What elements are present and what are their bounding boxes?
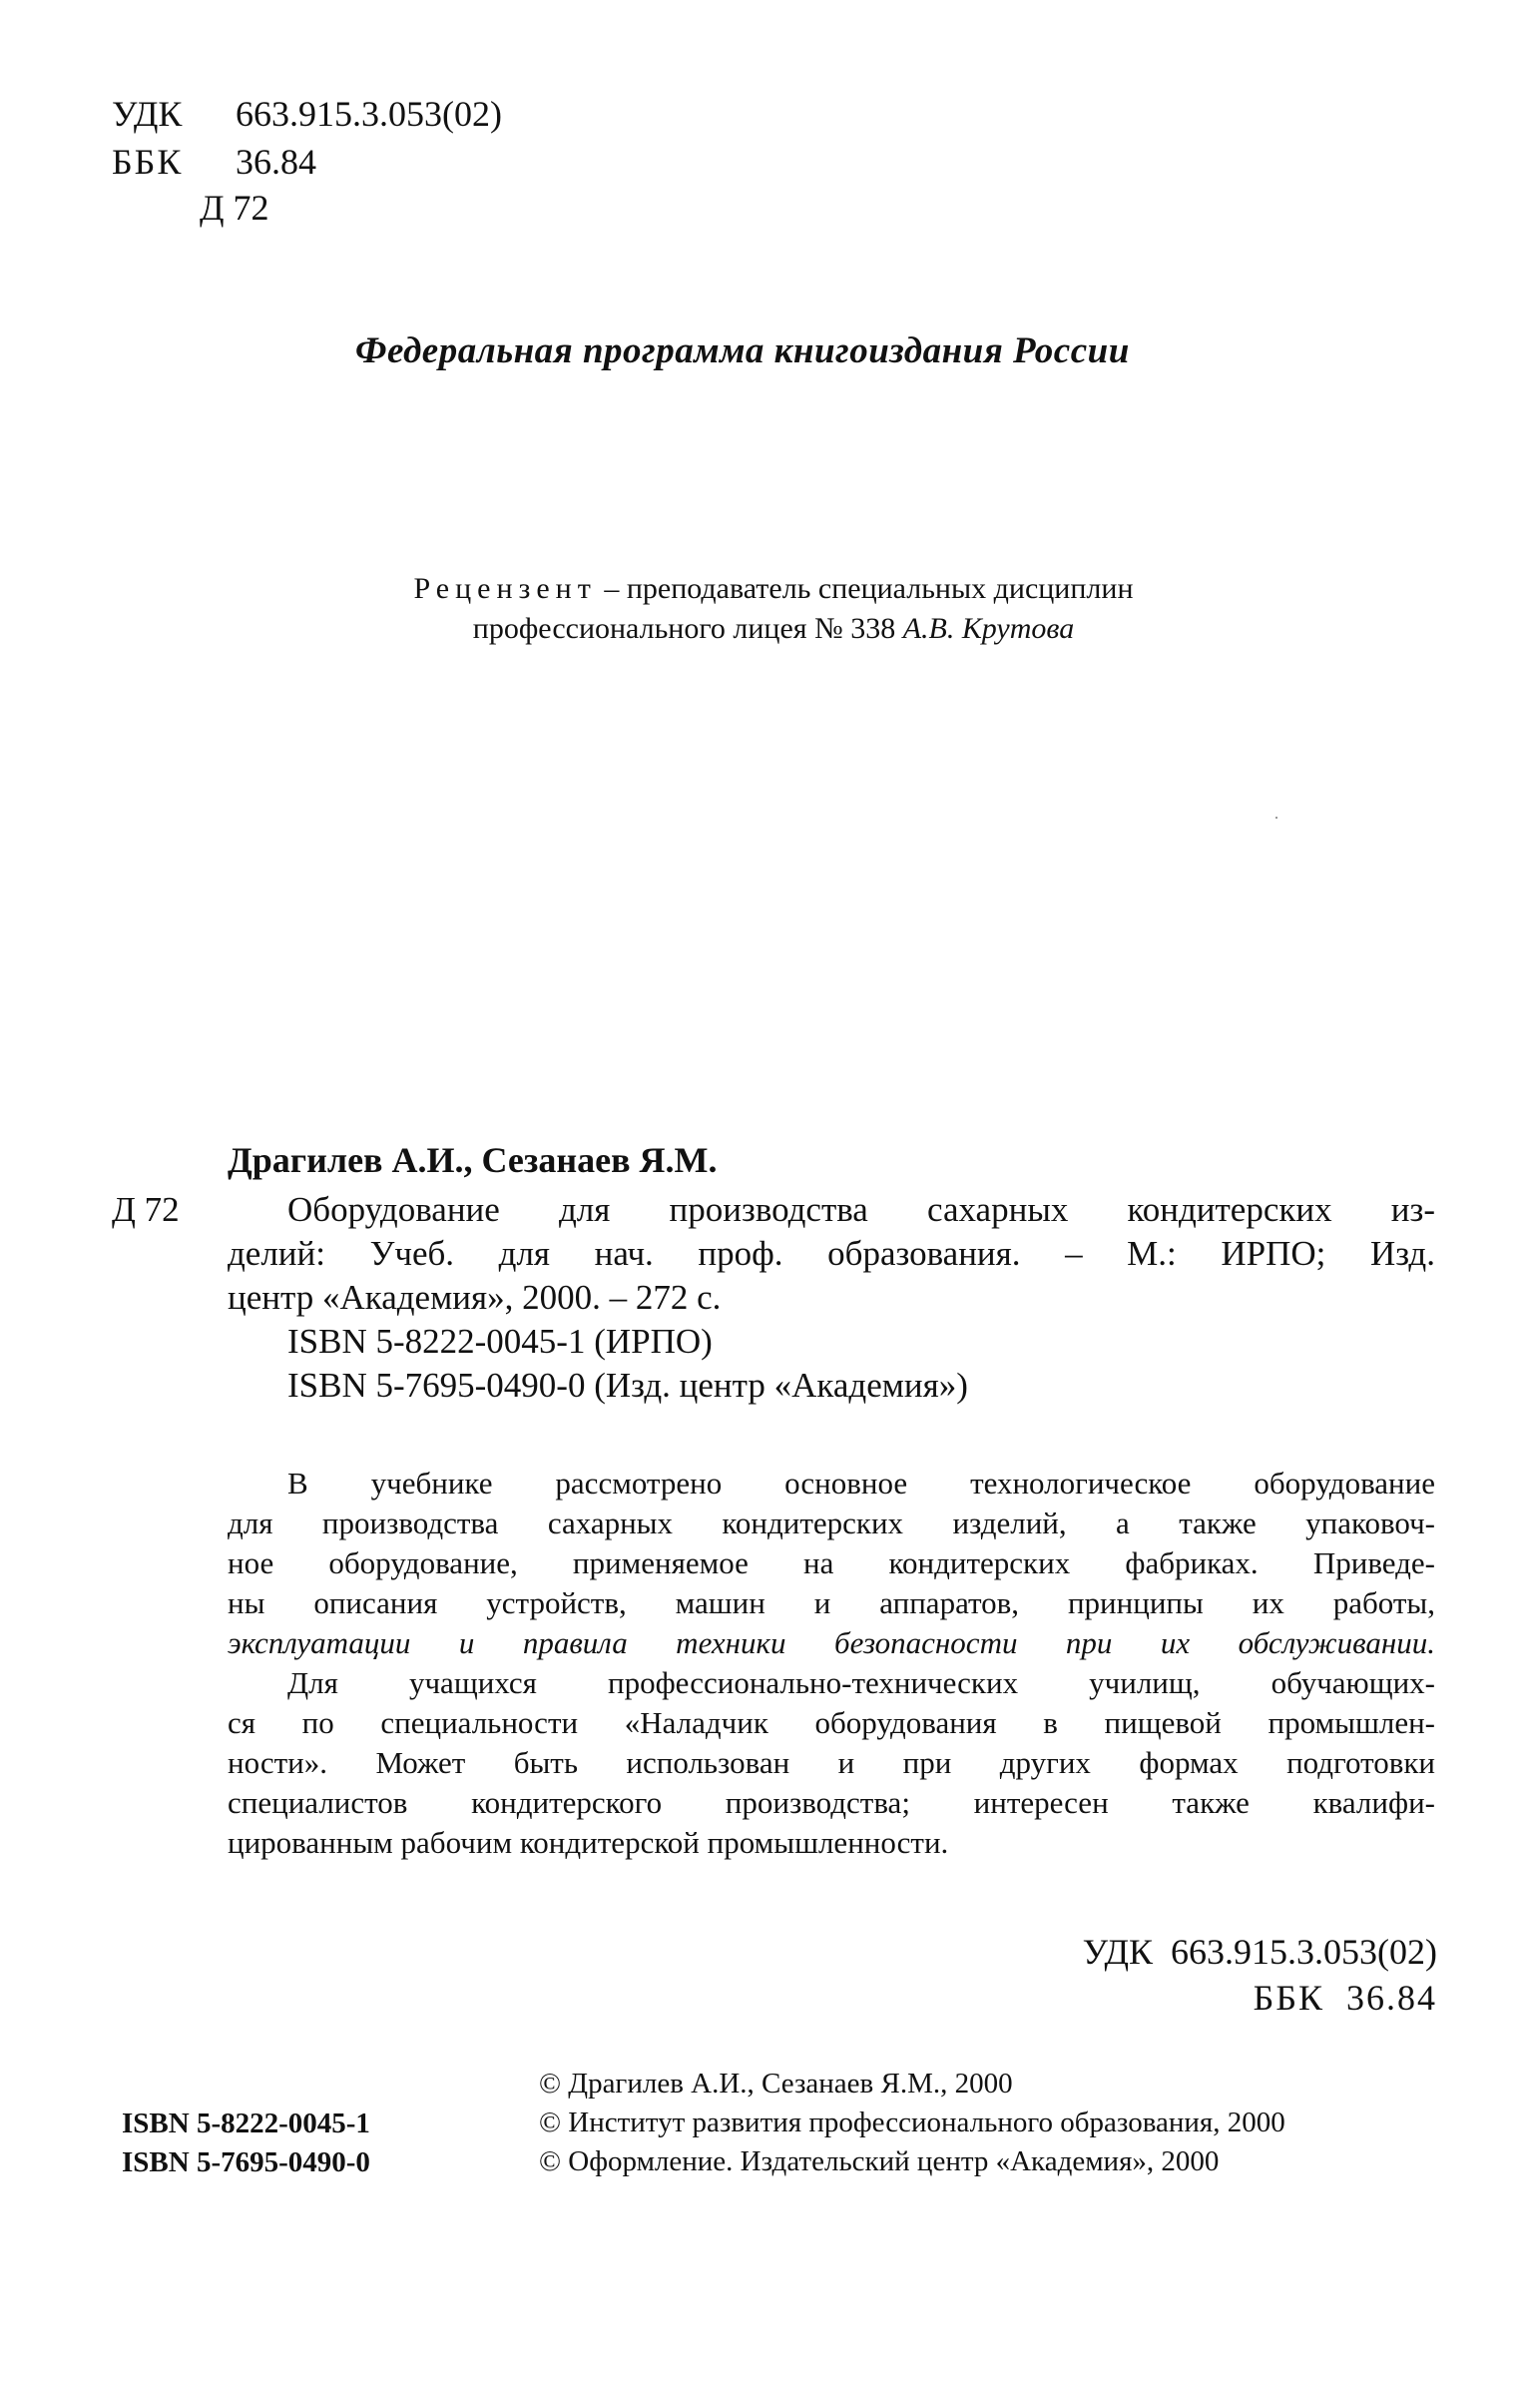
copyright-list [539,2065,1285,2181]
annotation-line: В учебнике рассмотрено основное технологическое оборудование [287,1466,1435,1501]
book-description [228,1188,1435,1408]
annotation-line: цированным рабочим кондитерской промышленности. [228,1825,949,1860]
copyright-line: © Драгилев А.И., Сезанаев Я.М., 2000 [539,2068,1013,2100]
bbk-label: ББК [1253,1978,1324,2018]
annotation [228,1464,1435,1863]
program-title: Федеральная программа книгоиздания России [355,330,1130,371]
annotation-line: для производства сахарных кондитерских изделий, а также упаковоч- [228,1505,1435,1540]
reviewer-institution: профессионального лицея № 338 [472,612,903,645]
isbn-bottom-list [122,2105,370,2182]
author-mark: Д 72 [112,1190,180,1229]
copyright-line: © Институт развития профессионального образования, 2000 [539,2107,1285,2138]
bbk-label: ББК [112,142,184,182]
reviewer-line-1 [339,569,1208,609]
bbk-bottom [898,1975,1437,2021]
reviewer-label: Рецензент [413,572,597,605]
annotation-italic: эксплуатации и правила техники безопасности при их обслуживании. [228,1625,1435,1660]
authors: Драгилев А.И., Сезанаев Я.М. [228,1140,718,1180]
bbk-value: 36.84 [236,142,316,182]
annotation-line: ное оборудование, применяемое на кондитерских фабриках. Приведе- [228,1545,1435,1580]
description-line: Оборудование для производства сахарных кондитерских из- [287,1190,1435,1229]
reviewer-block [339,569,1208,649]
isbn-line: ISBN 5-8222-0045-1 (ИРПО) [287,1322,713,1361]
speck-mark [1275,817,1277,819]
description-line: делий: Учеб. для нач. проф. образования. – М.: ИРПО; Изд. [228,1234,1435,1273]
isbn-line: ISBN 5-7695-0490-0 (Изд. центр «Академия») [287,1366,968,1405]
reviewer-name: А.В. Крутова [902,612,1075,645]
udk-value: 663.915.3.053(02) [236,94,502,134]
classification-bottom [898,1929,1437,2021]
copyright-line: © Оформление. Издательский центр «Академия», 2000 [539,2145,1220,2177]
udk-label: УДК [112,94,183,134]
annotation-line: ности». Может быть использован и при других формах подготовки [228,1745,1435,1780]
bbk-value: 36.84 [1346,1978,1437,2018]
description-line: центр «Академия», 2000. – 272 с. [228,1278,722,1317]
udk-top [112,92,502,136]
annotation-line: ны описания устройств, машин и аппаратов, принципы их работы, [228,1585,1435,1620]
udk-value: 663.915.3.053(02) [1171,1932,1437,1972]
author-mark-top: Д 72 [200,188,269,228]
reviewer-line-2 [339,609,1208,649]
annotation-line: Для учащихся профессионально-технических училищ, обучающих- [287,1665,1435,1700]
bbk-top [112,140,316,184]
isbn-bottom: ISBN 5-7695-0490-0 [122,2146,370,2178]
annotation-line [228,1623,1435,1663]
isbn-bottom: ISBN 5-8222-0045-1 [122,2107,370,2139]
annotation-line: специалистов кондитерского производства; интересен также квалифи- [228,1785,1435,1820]
annotation-line: ся по специальности «Наладчик оборудования в пищевой промышлен- [228,1705,1435,1740]
udk-bottom [898,1929,1437,1975]
reviewer-position: – преподаватель специальных дисциплин [596,572,1134,605]
udk-label: УДК [1082,1932,1154,1972]
